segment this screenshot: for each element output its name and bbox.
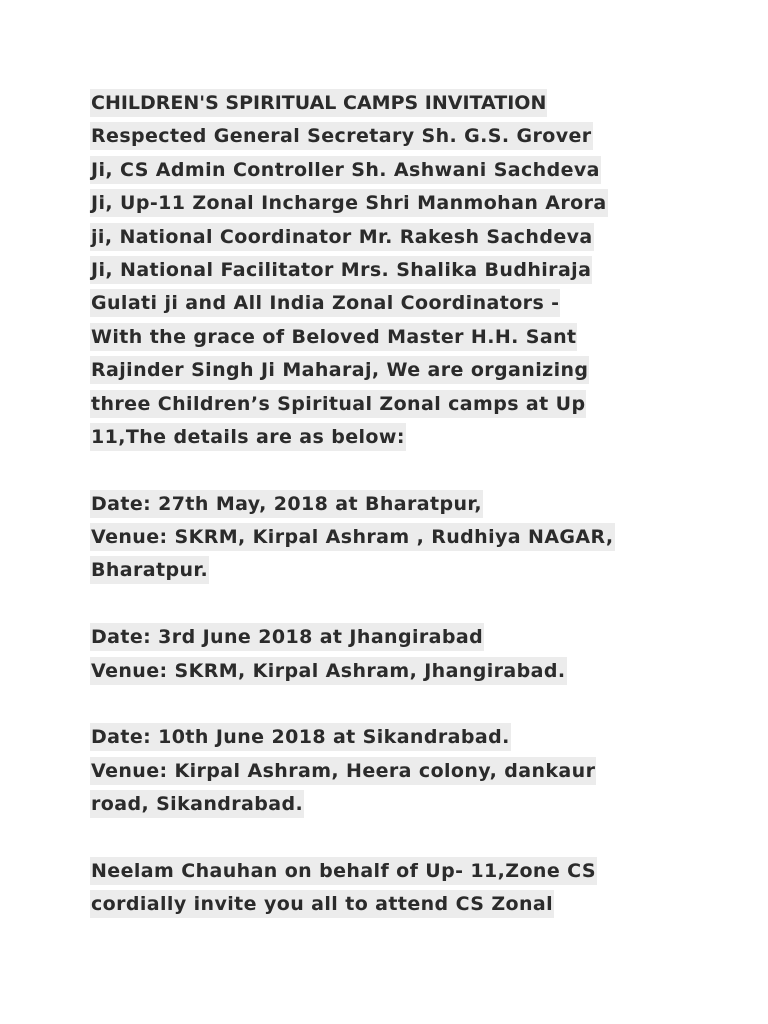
paragraph-gap — [90, 690, 730, 723]
text-line — [90, 857, 730, 890]
intro-line: ji, National Coordinator Mr. Rakesh Sachdeva — [90, 223, 594, 251]
intro-line: Ji, CS Admin Controller Sh. Ashwani Sachdeva — [90, 156, 601, 184]
camp-block-jhangirabad — [90, 623, 730, 690]
text-line — [90, 657, 730, 690]
intro-paragraph — [90, 122, 730, 456]
text-line — [90, 156, 730, 189]
text-line — [90, 256, 730, 289]
intro-line: Rajinder Singh Ji Maharaj, We are organizing — [90, 356, 589, 384]
camp-venue: Venue: SKRM, Kirpal Ashram , Rudhiya NAGAR, — [90, 523, 615, 551]
text-line — [90, 289, 730, 322]
text-line — [90, 189, 730, 222]
text-line — [90, 356, 730, 389]
camp-venue: Venue: Kirpal Ashram, Heera colony, dankaur — [90, 757, 596, 785]
closing-paragraph — [90, 857, 730, 924]
text-line — [90, 623, 730, 656]
camp-date: Date: 3rd June 2018 at Jhangirabad — [90, 623, 484, 651]
intro-line: Gulati ji and All India Zonal Coordinators - — [90, 289, 560, 317]
text-line — [90, 556, 730, 589]
text-line — [90, 323, 730, 356]
text-line — [90, 423, 730, 456]
document-page — [90, 89, 730, 924]
intro-line: With the grace of Beloved Master H.H. Sant — [90, 323, 577, 351]
camp-venue: Venue: SKRM, Kirpal Ashram, Jhangirabad. — [90, 657, 567, 685]
camp-date: Date: 10th June 2018 at Sikandrabad. — [90, 723, 511, 751]
camp-block-sikandrabad — [90, 723, 730, 823]
intro-line: 11,The details are as below: — [90, 423, 406, 451]
text-line — [90, 122, 730, 155]
text-line — [90, 757, 730, 790]
text-line — [90, 790, 730, 823]
document-title-line — [90, 89, 730, 122]
text-line — [90, 223, 730, 256]
camp-block-bharatpur — [90, 490, 730, 590]
text-line — [90, 390, 730, 423]
intro-line: Respected General Secretary Sh. G.S. Grover — [90, 122, 593, 150]
paragraph-gap — [90, 590, 730, 623]
paragraph-gap — [90, 456, 730, 489]
intro-line: Ji, National Facilitator Mrs. Shalika Budhiraja — [90, 256, 592, 284]
paragraph-gap — [90, 824, 730, 857]
intro-line: Ji, Up-11 Zonal Incharge Shri Manmohan Arora — [90, 189, 608, 217]
camp-venue-continued: Bharatpur. — [90, 556, 209, 584]
document-title: CHILDREN'S SPIRITUAL CAMPS INVITATION — [90, 89, 547, 117]
closing-line: cordially invite you all to attend CS Zonal — [90, 890, 554, 918]
text-line — [90, 490, 730, 523]
intro-line: three Children’s Spiritual Zonal camps at Up — [90, 390, 586, 418]
text-line — [90, 723, 730, 756]
camp-date: Date: 27th May, 2018 at Bharatpur, — [90, 490, 483, 518]
text-line — [90, 523, 730, 556]
text-line — [90, 890, 730, 923]
closing-line: Neelam Chauhan on behalf of Up- 11,Zone CS — [90, 857, 597, 885]
camp-venue-continued: road, Sikandrabad. — [90, 790, 304, 818]
